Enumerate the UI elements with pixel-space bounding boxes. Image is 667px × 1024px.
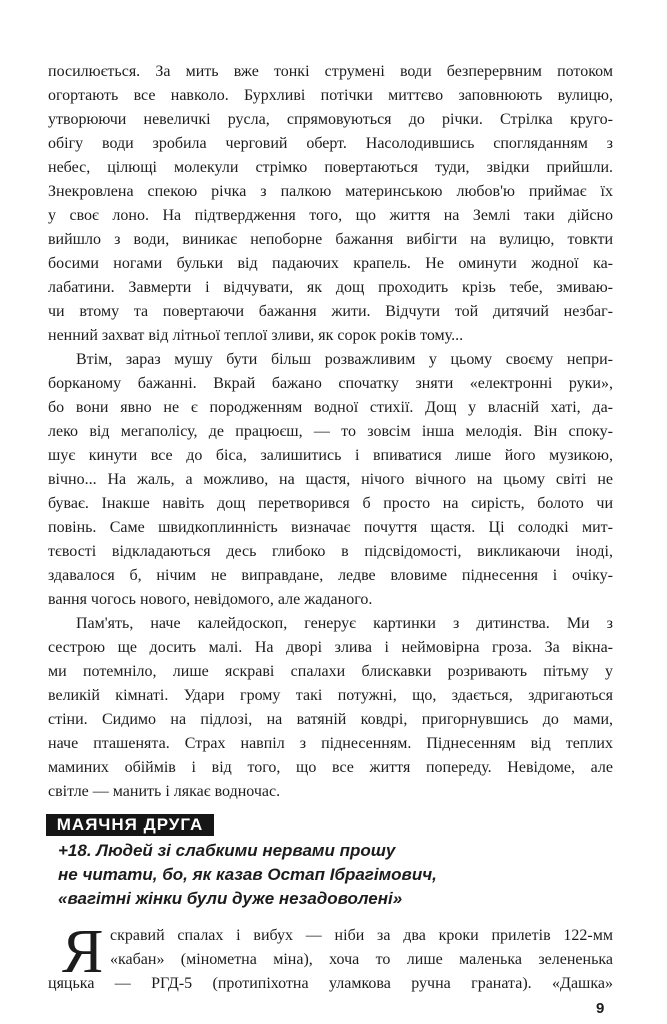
text-line: шує кинути все до біса, залишитись і впиватися лише його музикою, — [48, 447, 613, 464]
text-line: Пам'ять, наче калейдоскоп, генерує картинки з дитинства. Ми з — [76, 615, 613, 632]
page-number: 9 — [596, 1000, 605, 1017]
text-line: ненний захват від літньої теплої зливи, як сорок років тому... — [48, 327, 464, 344]
section-heading: МАЯЧНЯ ДРУГА — [46, 814, 214, 836]
text-line: скравий спалах і вибух — ніби за два кроки прилетів 122-мм — [110, 927, 613, 944]
text-line: наче пташенята. Страх навпіл з піднесенням. Піднесенням від теплих — [48, 735, 613, 752]
text-line: леко від мегаполісу, де працюєш, — то зовсім інша мелодія. Він споку- — [48, 423, 613, 440]
text-line: утворюючи невеличкі русла, спрямовуються до річки. Стрілка круго- — [48, 111, 613, 128]
text-line: цяцька — РГД-5 (протипіхотна уламкова ручна граната). «Дашка» — [48, 975, 613, 992]
text-line: бо вони явно не є породженням водної стихії. Дощ у власній хаті, да- — [48, 399, 613, 416]
section-subtitle-line: не читати, бо, як казав Остап Ібрагімович, — [58, 865, 437, 884]
section-subtitle-line: «вагітні жінки були дуже незадоволені» — [58, 889, 403, 908]
text-line: лабатини. Завмерти і відчувати, як дощ проходить крізь тебе, змиваю- — [48, 279, 613, 296]
text-line: посилюється. За мить вже тонкі струмені води безперервним потоком — [48, 63, 613, 80]
text-line: обігу води зробила черговий оберт. Насолодившись спогляданням з — [48, 135, 613, 152]
text-line: маминих обіймів і від того, що все життя попереду. Невідоме, але — [48, 759, 613, 776]
text-line: чи втому та повертаючи бажання жити. Відчути той дитячий незбаг- — [48, 303, 613, 320]
text-line: Знекровлена спекою річка з палкою материнською любов'ю приймає їх — [48, 183, 613, 200]
text-line: ми потемніло, лише яскраві спалахи блискавки розривають пітьму у — [48, 663, 613, 680]
text-line: босими ногами бульки від падаючих крапель. Не оминути жодної ка- — [48, 255, 613, 272]
drop-cap: Я — [62, 918, 104, 986]
text-line: борканому бажанні. Вкрай бажано спочатку зняти «електронні руки», — [48, 375, 613, 392]
text-line: буває. Інакше навіть дощ перетворився б просто на сирість, болото чи — [48, 495, 613, 512]
text-line: повінь. Саме швидкоплинність визначає почуття щастя. Ці солодкі мит- — [48, 519, 613, 536]
text-line: стіни. Сидимо на підлозі, на ватяній ковдрі, пригорнувшись до мами, — [48, 711, 613, 728]
text-line: тєвості відкладаються десь глибоко в підсвідомості, викликаючи іноді, — [48, 543, 613, 560]
text-line: Втім, зараз мушу бути більш розважливим у цьому своєму непри- — [76, 351, 613, 368]
text-line: небес, цілющі молекули стрімко повертаються туди, звідки прийшли. — [48, 159, 613, 176]
text-line: у своє лоно. На підтвердження того, що життя на Землі таки дійсно — [48, 207, 613, 224]
text-line: здавалося б, нічим не виправдане, ледве вловиме піднесення і очіку- — [48, 567, 613, 584]
section-subtitle-line: +18. Людей зі слабкими нервами прошу — [58, 841, 396, 860]
text-line: огортають все навколо. Бурхливі потічки миттєво заповнюють вулицю, — [48, 87, 613, 104]
text-line: світле — манить і лякає водночас. — [48, 783, 281, 800]
text-line: вічно... На жаль, а можливо, на щастя, нічого вічного на цьому світі не — [48, 471, 613, 488]
text-line: вання чогось нового, невідомого, але жаданого. — [48, 591, 373, 608]
text-line: «кабан» (мінометна міна), хоча то лише маленька зелененька — [110, 951, 613, 968]
text-line: сестрою ще досить малі. На дворі злива і неймовірна гроза. За вікна- — [48, 639, 613, 656]
text-line: великій кімнаті. Удари грому такі потужні, що, здається, здригаються — [48, 687, 613, 704]
text-line: вийшло з води, виникає непоборне бажання вибігти на вулицю, товкти — [48, 231, 613, 248]
